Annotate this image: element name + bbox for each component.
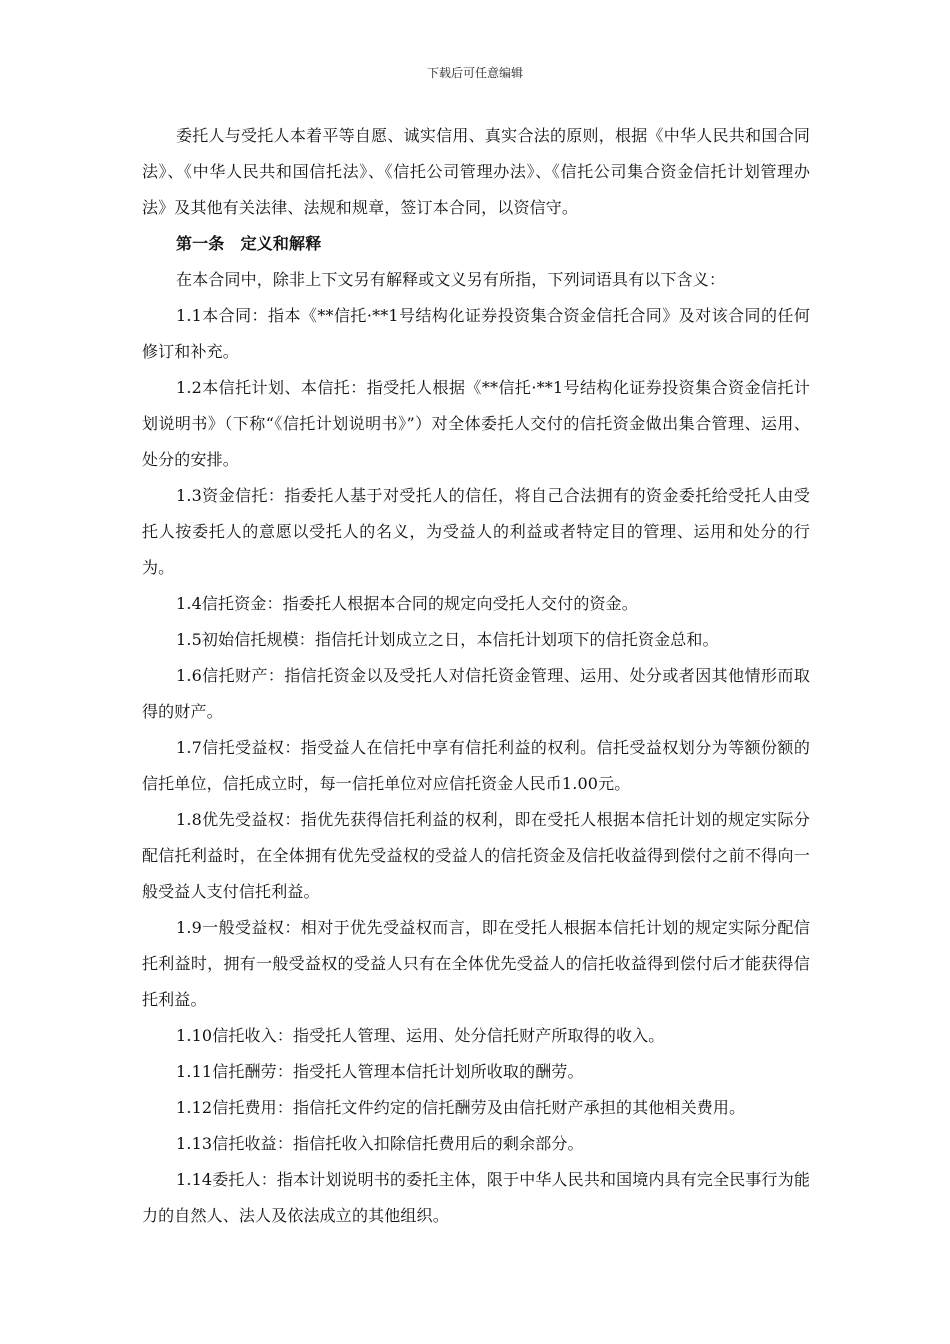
definition-1-9: 1.9一般受益权：相对于优先受益权而言，即在受托人根据本信托计划的规定实际分配信托利益时，拥有一般受益权的受益人只有在全体优先受益人的信托收益得到偿付后才能获得信托利益。 [142, 918, 810, 1009]
definition-1-3: 1.3资金信托：指委托人基于对受托人的信任，将自己合法拥有的资金委托给受托人由受托人按委托人的意愿以受托人的名义，为受益人的利益或者特定目的管理、运用和处分的行为。 [142, 486, 810, 577]
article-lead: 在本合同中，除非上下文另有解释或文义另有所指，下列词语具有以下含义： [176, 270, 726, 289]
definition-1-2: 1.2本信托计划、本信托：指受托人根据《**信托·**1号结构化证券投资集合资金信托计划说明书》（下称“《信托计划说明书》”）对全体委托人交付的信托资金做出集合管理、运用、处分的安排。 [142, 378, 810, 469]
document-body [142, 118, 810, 1234]
definition-1-13: 1.13信托收益：指信托收入扣除信托费用后的剩余部分。 [176, 1134, 584, 1153]
intro-paragraph: 委托人与受托人本着平等自愿、诚实信用、真实合法的原则，根据《中华人民共和国合同法》、《中华人民共和国信托法》、《信托公司管理办法》、《信托公司集合资金信托计划管理办法》及其他有关法律、法规和规章，签订本合同，以资信守。 [142, 126, 810, 217]
page-header: 下载后可任意编辑 [426, 66, 523, 80]
definition-1-11: 1.11信托酬劳：指受托人管理本信托计划所收取的酬劳。 [176, 1062, 584, 1081]
definition-1-10: 1.10信托收入：指受托人管理、运用、处分信托财产所取得的收入。 [176, 1026, 665, 1045]
definition-1-4: 1.4信托资金：指委托人根据本合同的规定向受托人交付的资金。 [176, 594, 638, 613]
definition-1-5: 1.5初始信托规模：指信托计划成立之日，本信托计划项下的信托资金总和。 [176, 630, 719, 649]
definition-1-6: 1.6信托财产：指信托资金以及受托人对信托资金管理、运用、处分或者因其他情形而取得的财产。 [142, 666, 810, 721]
definition-1-12: 1.12信托费用：指信托文件约定的信托酬劳及由信托财产承担的其他相关费用。 [176, 1098, 746, 1117]
article-heading: 第一条 定义和解释 [176, 234, 322, 253]
definition-1-1: 1.1本合同：指本《**信托·**1号结构化证券投资集合资金信托合同》及对该合同的任何修订和补充。 [142, 306, 810, 361]
definition-1-7: 1.7信托受益权：指受益人在信托中享有信托利益的权利。信托受益权划分为等额份额的信托单位，信托成立时，每一信托单位对应信托资金人民币1.00元。 [142, 738, 810, 793]
definition-1-8: 1.8优先受益权：指优先获得信托利益的权利，即在受托人根据本信托计划的规定实际分配信托利益时，在全体拥有优先受益权的受益人的信托资金及信托收益得到偿付之前不得向一般受益人支付信托利益。 [142, 810, 810, 901]
definition-1-14: 1.14委托人：指本计划说明书的委托主体，限于中华人民共和国境内具有完全民事行为能力的自然人、法人及依法成立的其他组织。 [142, 1170, 810, 1225]
